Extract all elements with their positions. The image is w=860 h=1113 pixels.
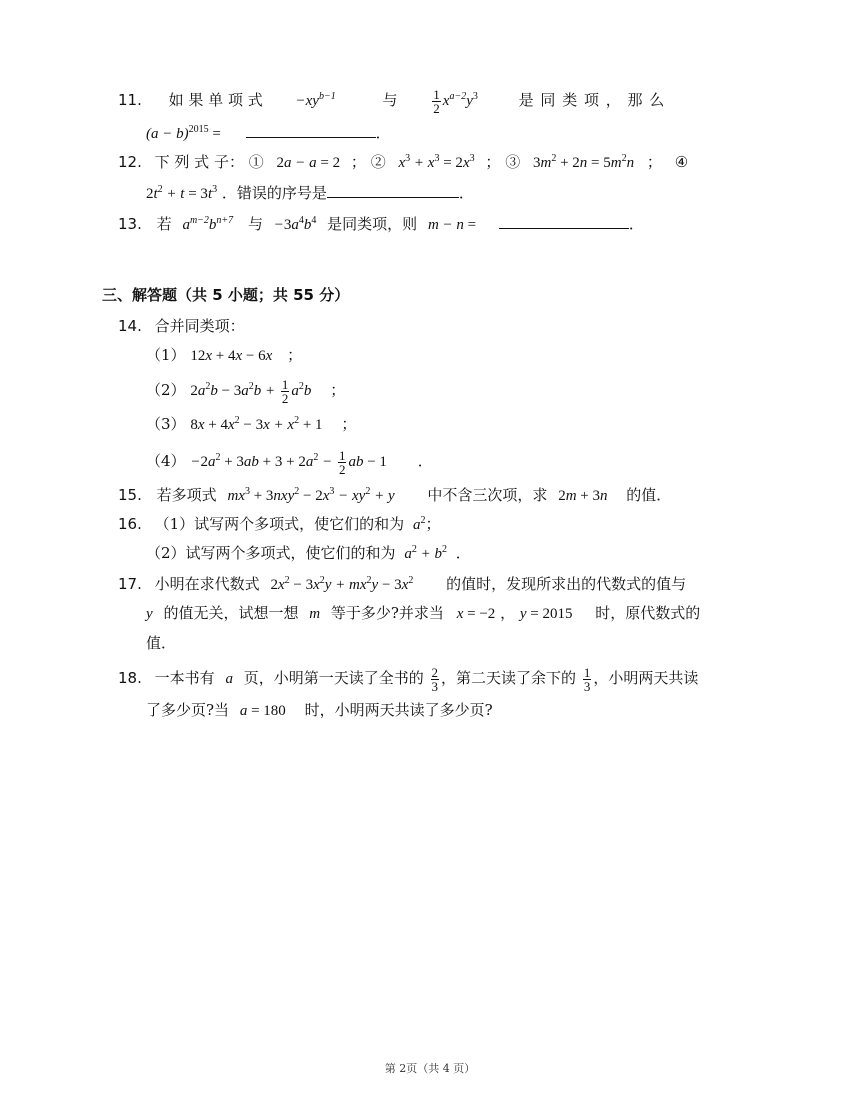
q11-text-2: 与 <box>382 90 398 109</box>
q18-text-6: 时，小明两天共读了多少页? <box>304 701 493 719</box>
q18-fraction-two-thirds: $\frac{2}{3}$ <box>431 665 439 694</box>
q16-part-1-expr: $a^2$ <box>412 515 426 533</box>
q17-line3: 值． <box>146 634 177 652</box>
q14-part-1-expr: 12x + 4x − 6x <box>190 348 273 364</box>
q13-number: 13. <box>118 215 142 233</box>
q15-line <box>118 485 671 506</box>
q14-part-1-label: （1） <box>146 346 186 364</box>
q17-text-3: 的值无关，试想一想 <box>163 604 299 622</box>
q12-circle-3: ③ <box>505 153 521 171</box>
q11-monomial-2: $\frac{1}{2}$ $x^{a-2}y^3$ <box>433 87 478 116</box>
q14-part-4-label: （4） <box>146 451 186 470</box>
q12-text-2: ．错误的序号是 <box>221 184 327 202</box>
q16-line1 <box>118 514 440 535</box>
q12-line1 <box>118 152 688 173</box>
q11-answer-blank[interactable] <box>246 123 376 138</box>
q17-var-m: m <box>309 606 321 622</box>
q14-part-2 <box>146 378 345 405</box>
q16-part-2-expr: $a^2 + b^2$ <box>404 544 447 562</box>
q14-number: 14. <box>118 317 142 335</box>
q12-expr-1: 2a − a = 2 <box>276 155 341 171</box>
q12-answer-blank[interactable] <box>327 183 459 198</box>
q17-comma: ， <box>500 604 516 622</box>
q15-text-1: 若多项式 <box>156 486 217 504</box>
q17-line1 <box>118 574 686 595</box>
q15-text-3: 的值． <box>626 486 672 504</box>
q16-part-2-text: （2）试写两个多项式，使它们的和为 <box>146 544 396 562</box>
q18-var-a: a <box>225 670 233 687</box>
q13-expression: m − n = <box>427 217 477 233</box>
q12-semicolon-2: ； <box>485 153 501 171</box>
q17-text-1: 小明在求代数式 <box>154 575 260 593</box>
q12-circle-1: ① <box>248 153 264 171</box>
q14-part-4-period: ． <box>417 451 433 470</box>
q11-line2 <box>146 123 391 144</box>
q11-period: ． <box>375 124 391 142</box>
q12-text-1: 下 列 式 子： <box>154 153 244 171</box>
q17-text-6: 时，原代数式的 <box>595 604 701 622</box>
q18-text-4: ，小明两天共读 <box>593 668 699 687</box>
q14-part-4-expr: $-2a^2 + 3ab + 3 + 2a^2$ − $\frac{1}{2}$ ab − 1 <box>190 448 387 477</box>
q13-monomial-2: $-3a^4b^4$ <box>273 215 317 233</box>
q12-expr-3: $3m^2 + 2n = 5m^2n$ <box>532 153 635 171</box>
q17-y-value: y = 2015 <box>519 606 573 622</box>
q13-period: ． <box>628 215 644 233</box>
q14-part-2-label: （2） <box>146 380 186 399</box>
q12-semicolon-1: ； <box>350 153 366 171</box>
q14-stem-text: 合并同类项： <box>154 317 245 335</box>
q14-part-3-expr: $8x + 4x^2 - 3x + x^2 + 1$ <box>190 415 323 433</box>
q16-part-1-end: ； <box>425 515 441 533</box>
q17-text-4: 等于多少?并求当 <box>330 604 444 622</box>
q12-circle-4: ④ <box>674 153 689 171</box>
q16-number: 16. <box>118 515 142 533</box>
q18-line2 <box>146 700 493 721</box>
q11-expression: $(a - b)^{2015}$ = <box>146 124 221 142</box>
q14-part-2-semicolon: ； <box>330 380 346 399</box>
q17-line2 <box>146 603 700 624</box>
q18-text-5: 了多少页?当 <box>146 701 230 719</box>
q12-line2 <box>146 183 474 204</box>
q13-text-3: 是同类项，则 <box>327 215 418 233</box>
q14-part-1 <box>146 345 302 366</box>
q17-text-2: 的值时，发现所求出的代数式的值与 <box>446 575 687 593</box>
q14-part-1-semicolon: ； <box>287 346 303 364</box>
q15-polynomial: $mx^3 + 3nxy^2 - 2x^3 - xy^2 + y$ <box>227 486 395 504</box>
q14-stem <box>118 316 245 336</box>
q14-part-3 <box>146 414 356 435</box>
q15-text-2: 中不含三次项，求 <box>427 486 548 504</box>
q12-semicolon-3: ； <box>646 153 662 171</box>
q18-fraction-one-third: $\frac{1}{3}$ <box>583 665 591 694</box>
q18-text-2: 页，小明第一天读了全书的 <box>243 668 424 687</box>
q11-text-3: 是 同 类 项 ， 那 么 <box>518 90 666 109</box>
q15-number: 15. <box>118 486 142 504</box>
q18-text-3: ，第二天读了余下的 <box>441 668 577 687</box>
q13-text-2: 与 <box>247 215 263 233</box>
q12-period: ． <box>458 184 474 202</box>
q18-line1 <box>118 666 698 693</box>
q18-text-1: 一本书有 <box>154 668 215 687</box>
q12-expr-2: $x^3 + x^3 = 2x^3$ <box>398 153 475 171</box>
q16-part-2-end: ． <box>455 544 471 562</box>
q17-expression: $2x^2 - 3x^2y + mx^2y - 3x^2$ <box>270 575 414 593</box>
q13-answer-blank[interactable] <box>499 214 629 229</box>
q17-var-y: y <box>146 606 153 622</box>
q14-part-2-expr: $2a^2b - 3a^2b$ + $\frac{1}{2}$ $a^2b$ <box>190 377 312 406</box>
q11-line1 <box>118 88 665 115</box>
q14-part-4 <box>146 449 433 476</box>
section-3-heading: 三、解答题（共 5 小题；共 55 分） <box>102 286 350 304</box>
q14-part-3-semicolon: ； <box>341 415 357 433</box>
q16-line2 <box>146 543 471 564</box>
q12-number: 12. <box>118 153 142 171</box>
q12-circle-2: ② <box>370 153 386 171</box>
q17-x-value: x = −2 <box>456 606 496 622</box>
q15-target-expr: 2m + 3n <box>558 488 608 504</box>
q13-text-1: 若 <box>156 215 172 233</box>
q16-part-1-text: （1）试写两个多项式，使它们的和为 <box>154 515 405 533</box>
q13-monomial-1: $a^{m-2}b^{n+7}$ <box>182 215 234 233</box>
q11-number: 11. <box>118 90 142 109</box>
q11-text-1: 如 果 单 项 式 <box>168 90 263 109</box>
q11-monomial-1: $-xy^{b-1}$ <box>295 90 336 109</box>
q14-part-3-label: （3） <box>146 415 186 433</box>
q18-number: 18. <box>118 668 142 687</box>
q18-a-value: a = 180 <box>239 703 286 719</box>
q12-expr-4: $2t^2 + t = 3t^3$ <box>146 184 218 202</box>
page-footer: 第 2页（共 4 页） <box>384 1062 476 1075</box>
q13-line <box>118 214 644 235</box>
q17-number: 17. <box>118 575 142 593</box>
